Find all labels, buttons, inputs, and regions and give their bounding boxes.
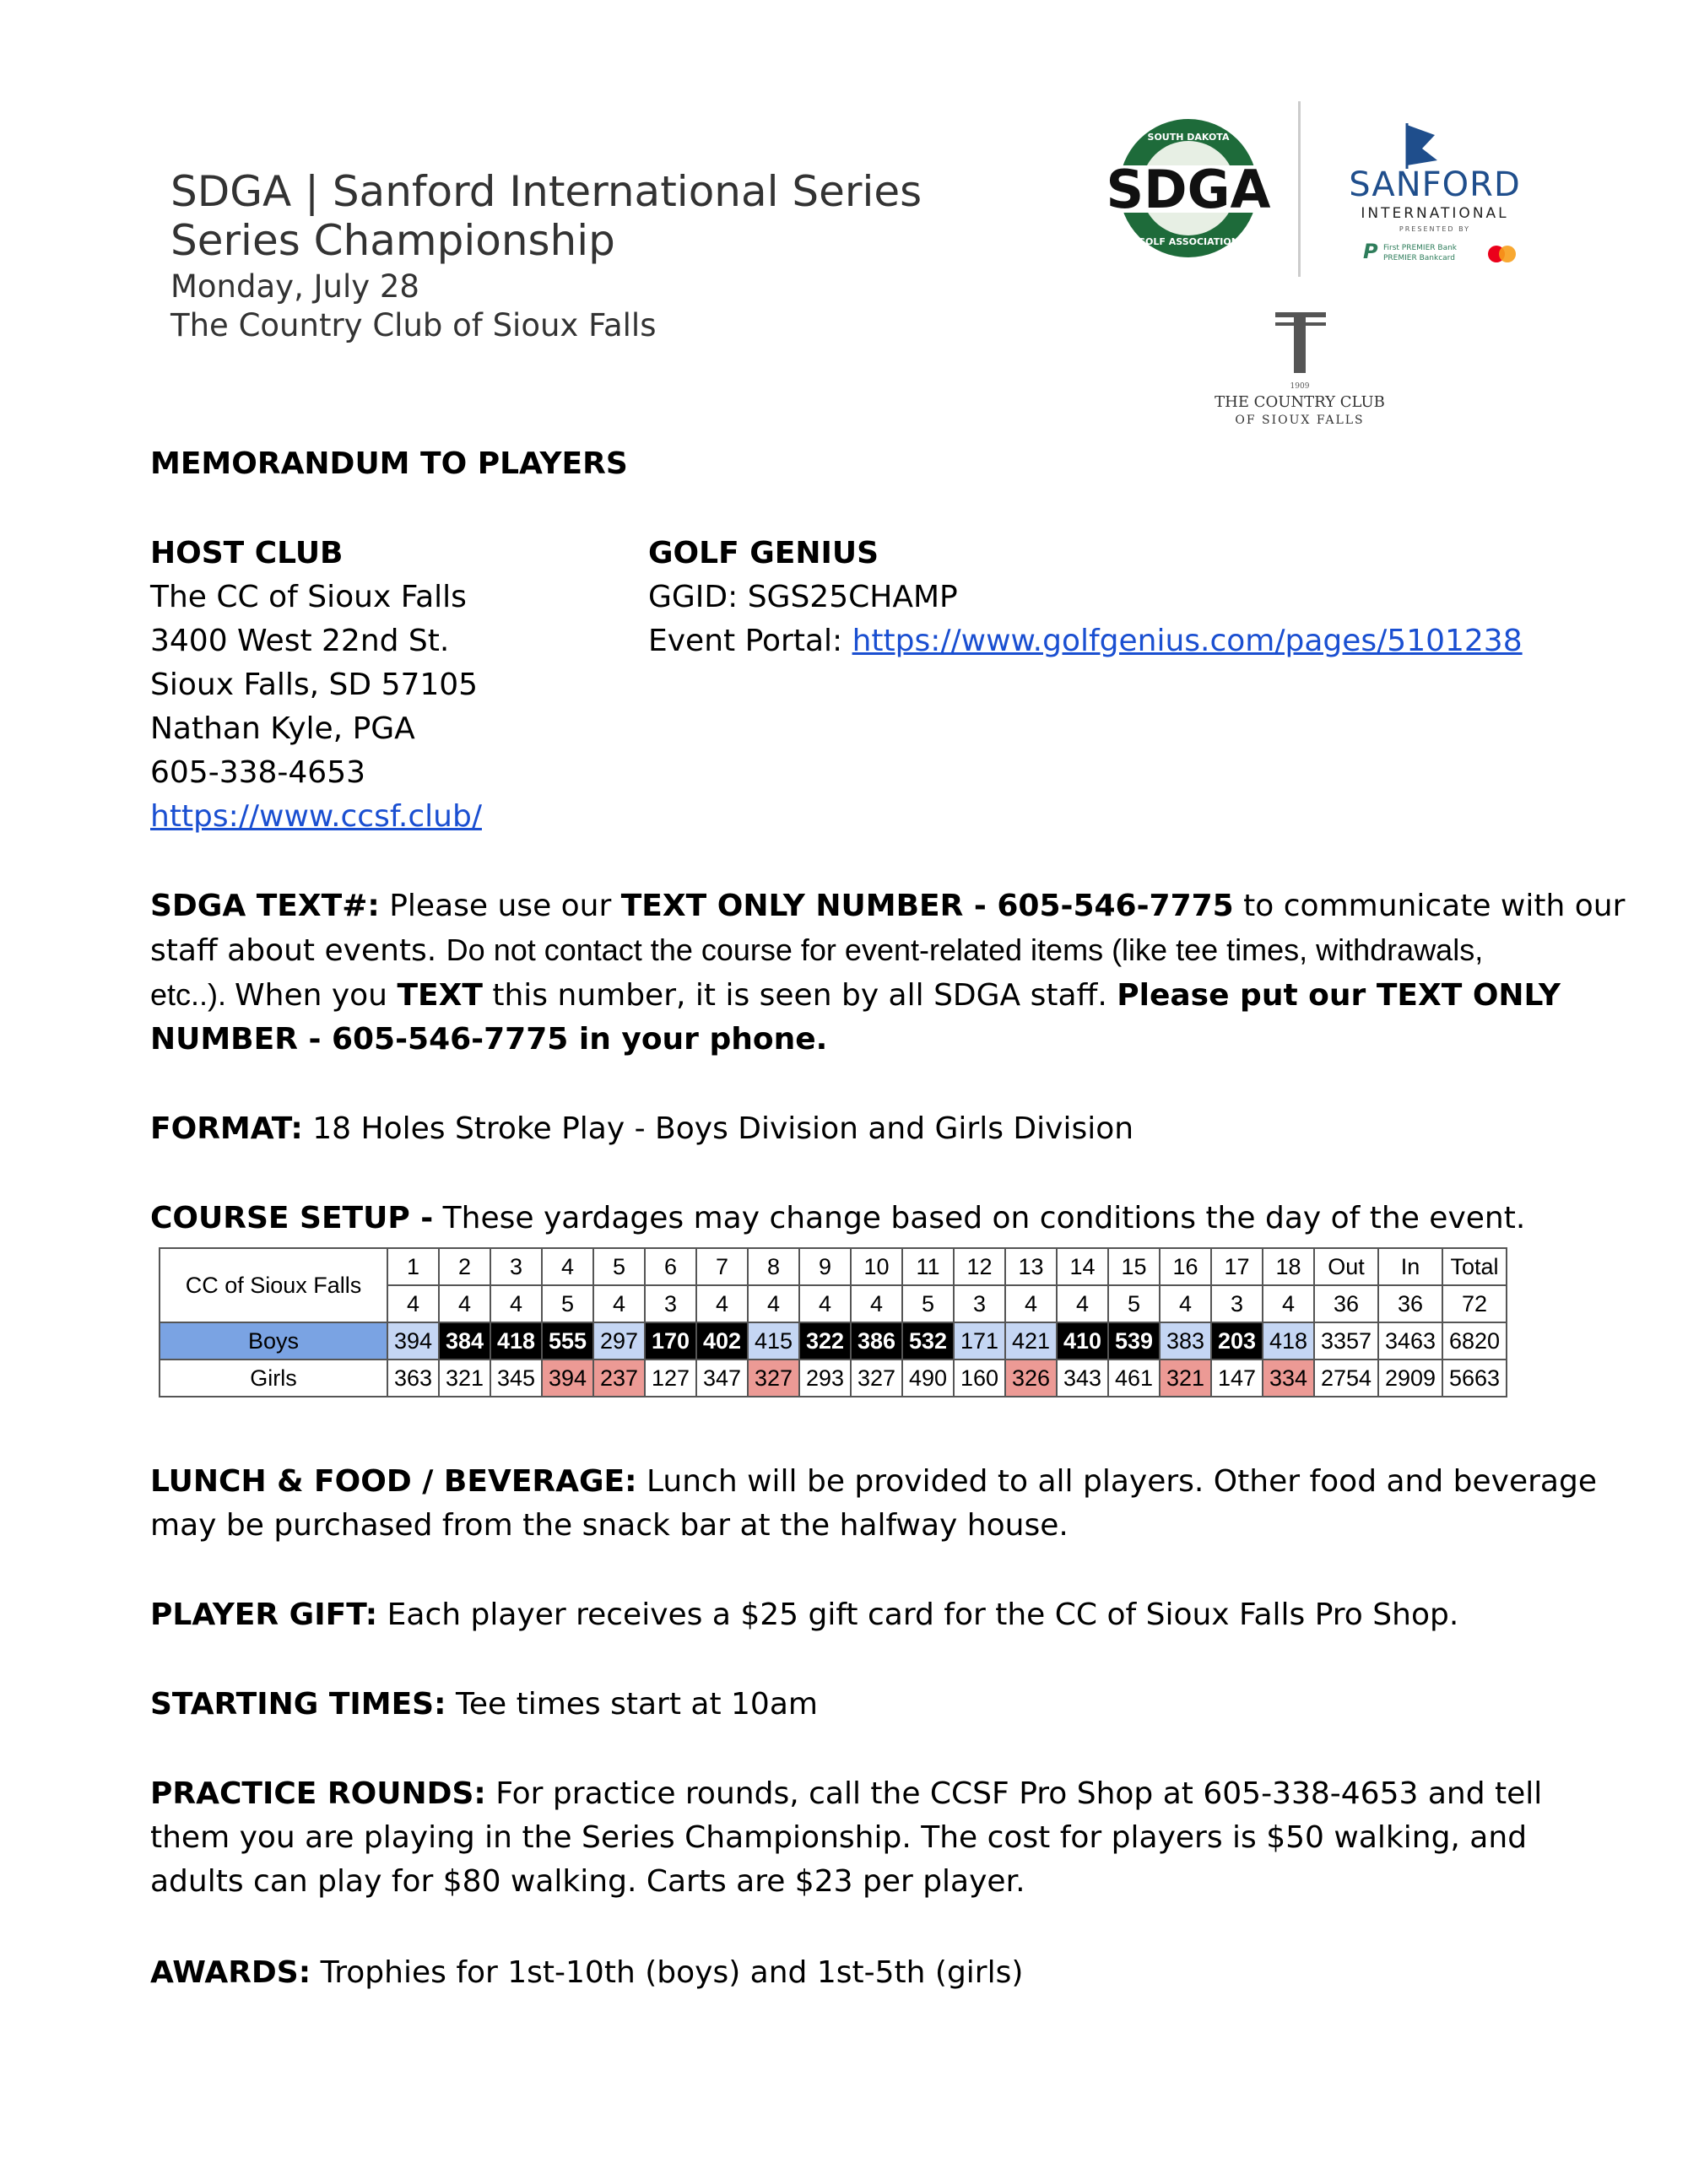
boys-yardage-cell: 421	[1005, 1322, 1057, 1360]
host-club-block	[150, 532, 482, 839]
girls-yardage-cell: 147	[1211, 1360, 1263, 1397]
boys-yardage-cell: 383	[1160, 1322, 1211, 1360]
host-club-heading: HOST CLUB	[150, 536, 344, 570]
boys-yardage-cell: 410	[1057, 1322, 1108, 1360]
hole-number-cell: 10	[851, 1248, 902, 1285]
format-text: 18 Holes Stroke Play - Boys Division and Girls Division	[302, 1111, 1134, 1146]
sdga-text-line2a: staff about events.	[150, 933, 446, 968]
girls-yardage-cell: 327	[748, 1360, 799, 1397]
boys-sum-cell: 6820	[1442, 1322, 1507, 1360]
title-line-2: Series Championship	[170, 216, 615, 265]
boys-yardage-cell: 418	[1263, 1322, 1314, 1360]
girls-yardage-cell: 127	[645, 1360, 696, 1397]
sdga-text-line3b: When you	[235, 978, 398, 1013]
par-sum-cell: 72	[1442, 1285, 1507, 1322]
par-cell: 4	[439, 1285, 490, 1322]
sdga-text-line3c: this number, it is seen by all SDGA staff.	[482, 978, 1117, 1013]
golf-genius-block	[648, 532, 1523, 663]
svg-text:PREMIER Bankcard: PREMIER Bankcard	[1383, 254, 1455, 262]
hole-number-cell: 13	[1005, 1248, 1057, 1285]
boys-yardage-cell: 402	[696, 1322, 748, 1360]
hole-number-cell: 5	[593, 1248, 645, 1285]
hole-number-cell: 3	[490, 1248, 542, 1285]
girls-sum-cell: 5663	[1442, 1360, 1507, 1397]
hole-number-cell: 16	[1160, 1248, 1211, 1285]
par-cell: 4	[1263, 1285, 1314, 1322]
practice-paragraph	[150, 1772, 1542, 1904]
sdga-text-label: SDGA TEXT#:	[150, 889, 380, 923]
scorecard-table	[159, 1247, 1507, 1397]
par-cell: 4	[1160, 1285, 1211, 1322]
ccsf-logo	[1203, 304, 1405, 430]
starting-line	[150, 1683, 818, 1727]
starting-text: Tee times start at 10am	[446, 1687, 818, 1722]
sum-header-cell: Total	[1442, 1248, 1507, 1285]
boys-sum-cell: 3357	[1314, 1322, 1378, 1360]
ggid: GGID: SGS25CHAMP	[648, 580, 958, 614]
hole-number-cell: 7	[696, 1248, 748, 1285]
hole-number-cell: 6	[645, 1248, 696, 1285]
sdga-text-line2b: Do not contact the course for event-related items (like tee times, withdrawals,	[446, 933, 1484, 967]
hole-number-cell: 14	[1057, 1248, 1108, 1285]
svg-text:SANFORD: SANFORD	[1349, 165, 1521, 204]
par-cell: 3	[645, 1285, 696, 1322]
svg-text:OF SIOUX FALLS: OF SIOUX FALLS	[1235, 414, 1365, 427]
svg-text:PRESENTED BY: PRESENTED BY	[1399, 225, 1471, 233]
girls-yardage-cell: 160	[954, 1360, 1005, 1397]
hole-number-cell: 11	[902, 1248, 954, 1285]
girls-yardage-cell: 343	[1057, 1360, 1108, 1397]
course-setup-text: These yardages may change based on conditions the day of the event.	[433, 1201, 1526, 1235]
hole-number-cell: 2	[439, 1248, 490, 1285]
sdga-text-line3a: etc..).	[150, 977, 235, 1012]
gift-text: Each player receives a $25 gift card for the CC of Sioux Falls Pro Shop.	[377, 1597, 1459, 1632]
practice-text2: them you are playing in the Series Championship. The cost for players is $50 walking, and	[150, 1820, 1528, 1855]
par-cell: 4	[593, 1285, 645, 1322]
boys-yardage-cell: 418	[490, 1322, 542, 1360]
par-cell: 4	[490, 1285, 542, 1322]
boys-yardage-cell: 297	[593, 1322, 645, 1360]
boys-yardage-cell: 394	[387, 1322, 439, 1360]
awards-line	[150, 1951, 1023, 1995]
format-line	[150, 1107, 1133, 1151]
boys-yardage-cell: 171	[954, 1322, 1005, 1360]
girls-yardage-cell: 321	[1160, 1360, 1211, 1397]
par-sum-cell: 36	[1314, 1285, 1378, 1322]
starting-label: STARTING TIMES:	[150, 1687, 446, 1722]
boys-yardage-cell: 532	[902, 1322, 954, 1360]
hole-number-cell: 4	[542, 1248, 593, 1285]
sdga-text-bold4: NUMBER - 605-546-7775 in your phone.	[150, 1022, 828, 1057]
par-cell: 4	[696, 1285, 748, 1322]
svg-text:SDGA: SDGA	[1106, 159, 1271, 220]
boys-sum-cell: 3463	[1378, 1322, 1442, 1360]
par-cell: 3	[954, 1285, 1005, 1322]
sdga-text-part1: Please use our	[379, 889, 621, 923]
host-club-url-link[interactable]: https://www.ccsf.club/	[150, 799, 482, 834]
lunch-text2: may be purchased from the snack bar at the halfway house.	[150, 1508, 1069, 1543]
girls-yardage-cell: 293	[799, 1360, 851, 1397]
par-cell: 5	[542, 1285, 593, 1322]
par-cell: 4	[1005, 1285, 1057, 1322]
boys-yardage-cell: 170	[645, 1322, 696, 1360]
boys-yardage-cell: 555	[542, 1322, 593, 1360]
boys-yardage-cell: 386	[851, 1322, 902, 1360]
host-club-city: Sioux Falls, SD 57105	[150, 668, 479, 702]
par-sum-cell: 36	[1378, 1285, 1442, 1322]
hole-number-cell: 8	[748, 1248, 799, 1285]
svg-text:1909: 1909	[1290, 382, 1310, 391]
girls-sum-cell: 2754	[1314, 1360, 1378, 1397]
hole-number-cell: 15	[1108, 1248, 1160, 1285]
awards-text: Trophies for 1st-10th (boys) and 1st-5th (girls)	[311, 1955, 1024, 1990]
svg-text:GOLF ASSOCIATION: GOLF ASSOCIATION	[1138, 236, 1239, 247]
par-cell: 3	[1211, 1285, 1263, 1322]
title-line-1: SDGA | Sanford International Series	[170, 167, 922, 216]
sdga-text-paragraph	[150, 884, 1626, 1062]
boys-yardage-cell: 203	[1211, 1322, 1263, 1360]
girls-yardage-cell: 347	[696, 1360, 748, 1397]
gift-line	[150, 1593, 1458, 1637]
host-club-street: 3400 West 22nd St.	[150, 624, 450, 658]
awards-label: AWARDS:	[150, 1955, 311, 1990]
boys-yardage-cell: 539	[1108, 1322, 1160, 1360]
boys-yardage-cell: 415	[748, 1322, 799, 1360]
gift-label: PLAYER GIFT:	[150, 1597, 378, 1632]
svg-text:First PREMIER Bank: First PREMIER Bank	[1383, 244, 1457, 252]
sum-header-cell: In	[1378, 1248, 1442, 1285]
format-label: FORMAT:	[150, 1111, 303, 1146]
boys-label: Boys	[160, 1322, 387, 1360]
hole-number-cell: 1	[387, 1248, 439, 1285]
girls-yardage-cell: 237	[593, 1360, 645, 1397]
boys-row	[160, 1322, 1507, 1360]
lunch-paragraph	[150, 1460, 1597, 1548]
practice-text3: adults can play for $80 walking. Carts are $23 per player.	[150, 1864, 1025, 1899]
hole-number-cell: 17	[1211, 1248, 1263, 1285]
sdga-text-bold2: TEXT	[397, 978, 483, 1013]
girls-yardage-cell: 321	[439, 1360, 490, 1397]
girls-yardage-cell: 334	[1263, 1360, 1314, 1397]
girls-yardage-cell: 345	[490, 1360, 542, 1397]
course-name-cell: CC of Sioux Falls	[160, 1248, 387, 1322]
par-cell: 4	[387, 1285, 439, 1322]
text-only-number: TEXT ONLY NUMBER - 605-546-7775	[620, 889, 1234, 923]
svg-text:SOUTH DAKOTA: SOUTH DAKOTA	[1147, 132, 1230, 143]
girls-yardage-cell: 363	[387, 1360, 439, 1397]
sdga-text-bold3: Please put our TEXT ONLY	[1117, 978, 1561, 1013]
hole-row	[160, 1248, 1507, 1285]
practice-label: PRACTICE ROUNDS:	[150, 1776, 486, 1811]
event-date: Monday, July 28	[170, 268, 419, 305]
course-setup-label: COURSE SETUP -	[150, 1201, 434, 1235]
girls-yardage-cell: 461	[1108, 1360, 1160, 1397]
par-cell: 5	[902, 1285, 954, 1322]
lunch-text1: Lunch will be provided to all players. Other food and beverage	[636, 1464, 1597, 1499]
host-club-phone: 605-338-4653	[150, 755, 366, 790]
girls-sum-cell: 2909	[1378, 1360, 1442, 1397]
hole-number-cell: 9	[799, 1248, 851, 1285]
event-portal-label: Event Portal:	[648, 624, 852, 658]
par-cell: 4	[799, 1285, 851, 1322]
boys-yardage-cell: 322	[799, 1322, 851, 1360]
girls-yardage-cell: 327	[851, 1360, 902, 1397]
svg-text:P: P	[1363, 240, 1378, 263]
girls-yardage-cell: 394	[542, 1360, 593, 1397]
par-cell: 4	[851, 1285, 902, 1322]
scorecard	[159, 1247, 1507, 1397]
sanford-logo	[1329, 116, 1540, 277]
event-venue: The Country Club of Sioux Falls	[170, 307, 657, 343]
girls-yardage-cell: 490	[902, 1360, 954, 1397]
girls-label: Girls	[160, 1360, 387, 1397]
host-club-contact: Nathan Kyle, PGA	[150, 711, 415, 746]
girls-row	[160, 1360, 1507, 1397]
hole-number-cell: 12	[954, 1248, 1005, 1285]
par-cell: 4	[1057, 1285, 1108, 1322]
lunch-label: LUNCH & FOOD / BEVERAGE:	[150, 1464, 637, 1499]
golf-genius-heading: GOLF GENIUS	[648, 536, 879, 570]
svg-text:INTERNATIONAL: INTERNATIONAL	[1361, 205, 1509, 222]
sdga-logo	[1104, 116, 1273, 260]
host-club-name: The CC of Sioux Falls	[150, 580, 467, 614]
sum-header-cell: Out	[1314, 1248, 1378, 1285]
practice-text1: For practice rounds, call the CCSF Pro Shop at 605-338-4653 and tell	[485, 1776, 1543, 1811]
memo-heading: MEMORANDUM TO PLAYERS	[150, 446, 628, 481]
course-setup-line	[150, 1197, 1525, 1241]
logo-divider	[1298, 101, 1301, 277]
girls-yardage-cell: 326	[1005, 1360, 1057, 1397]
boys-yardage-cell: 384	[439, 1322, 490, 1360]
hole-number-cell: 18	[1263, 1248, 1314, 1285]
par-cell: 4	[748, 1285, 799, 1322]
par-cell: 5	[1108, 1285, 1160, 1322]
sdga-text-part2: to communicate with our	[1233, 889, 1626, 923]
event-portal-link[interactable]: https://www.golfgenius.com/pages/5101238	[852, 624, 1523, 658]
svg-text:THE COUNTRY CLUB: THE COUNTRY CLUB	[1215, 393, 1385, 411]
